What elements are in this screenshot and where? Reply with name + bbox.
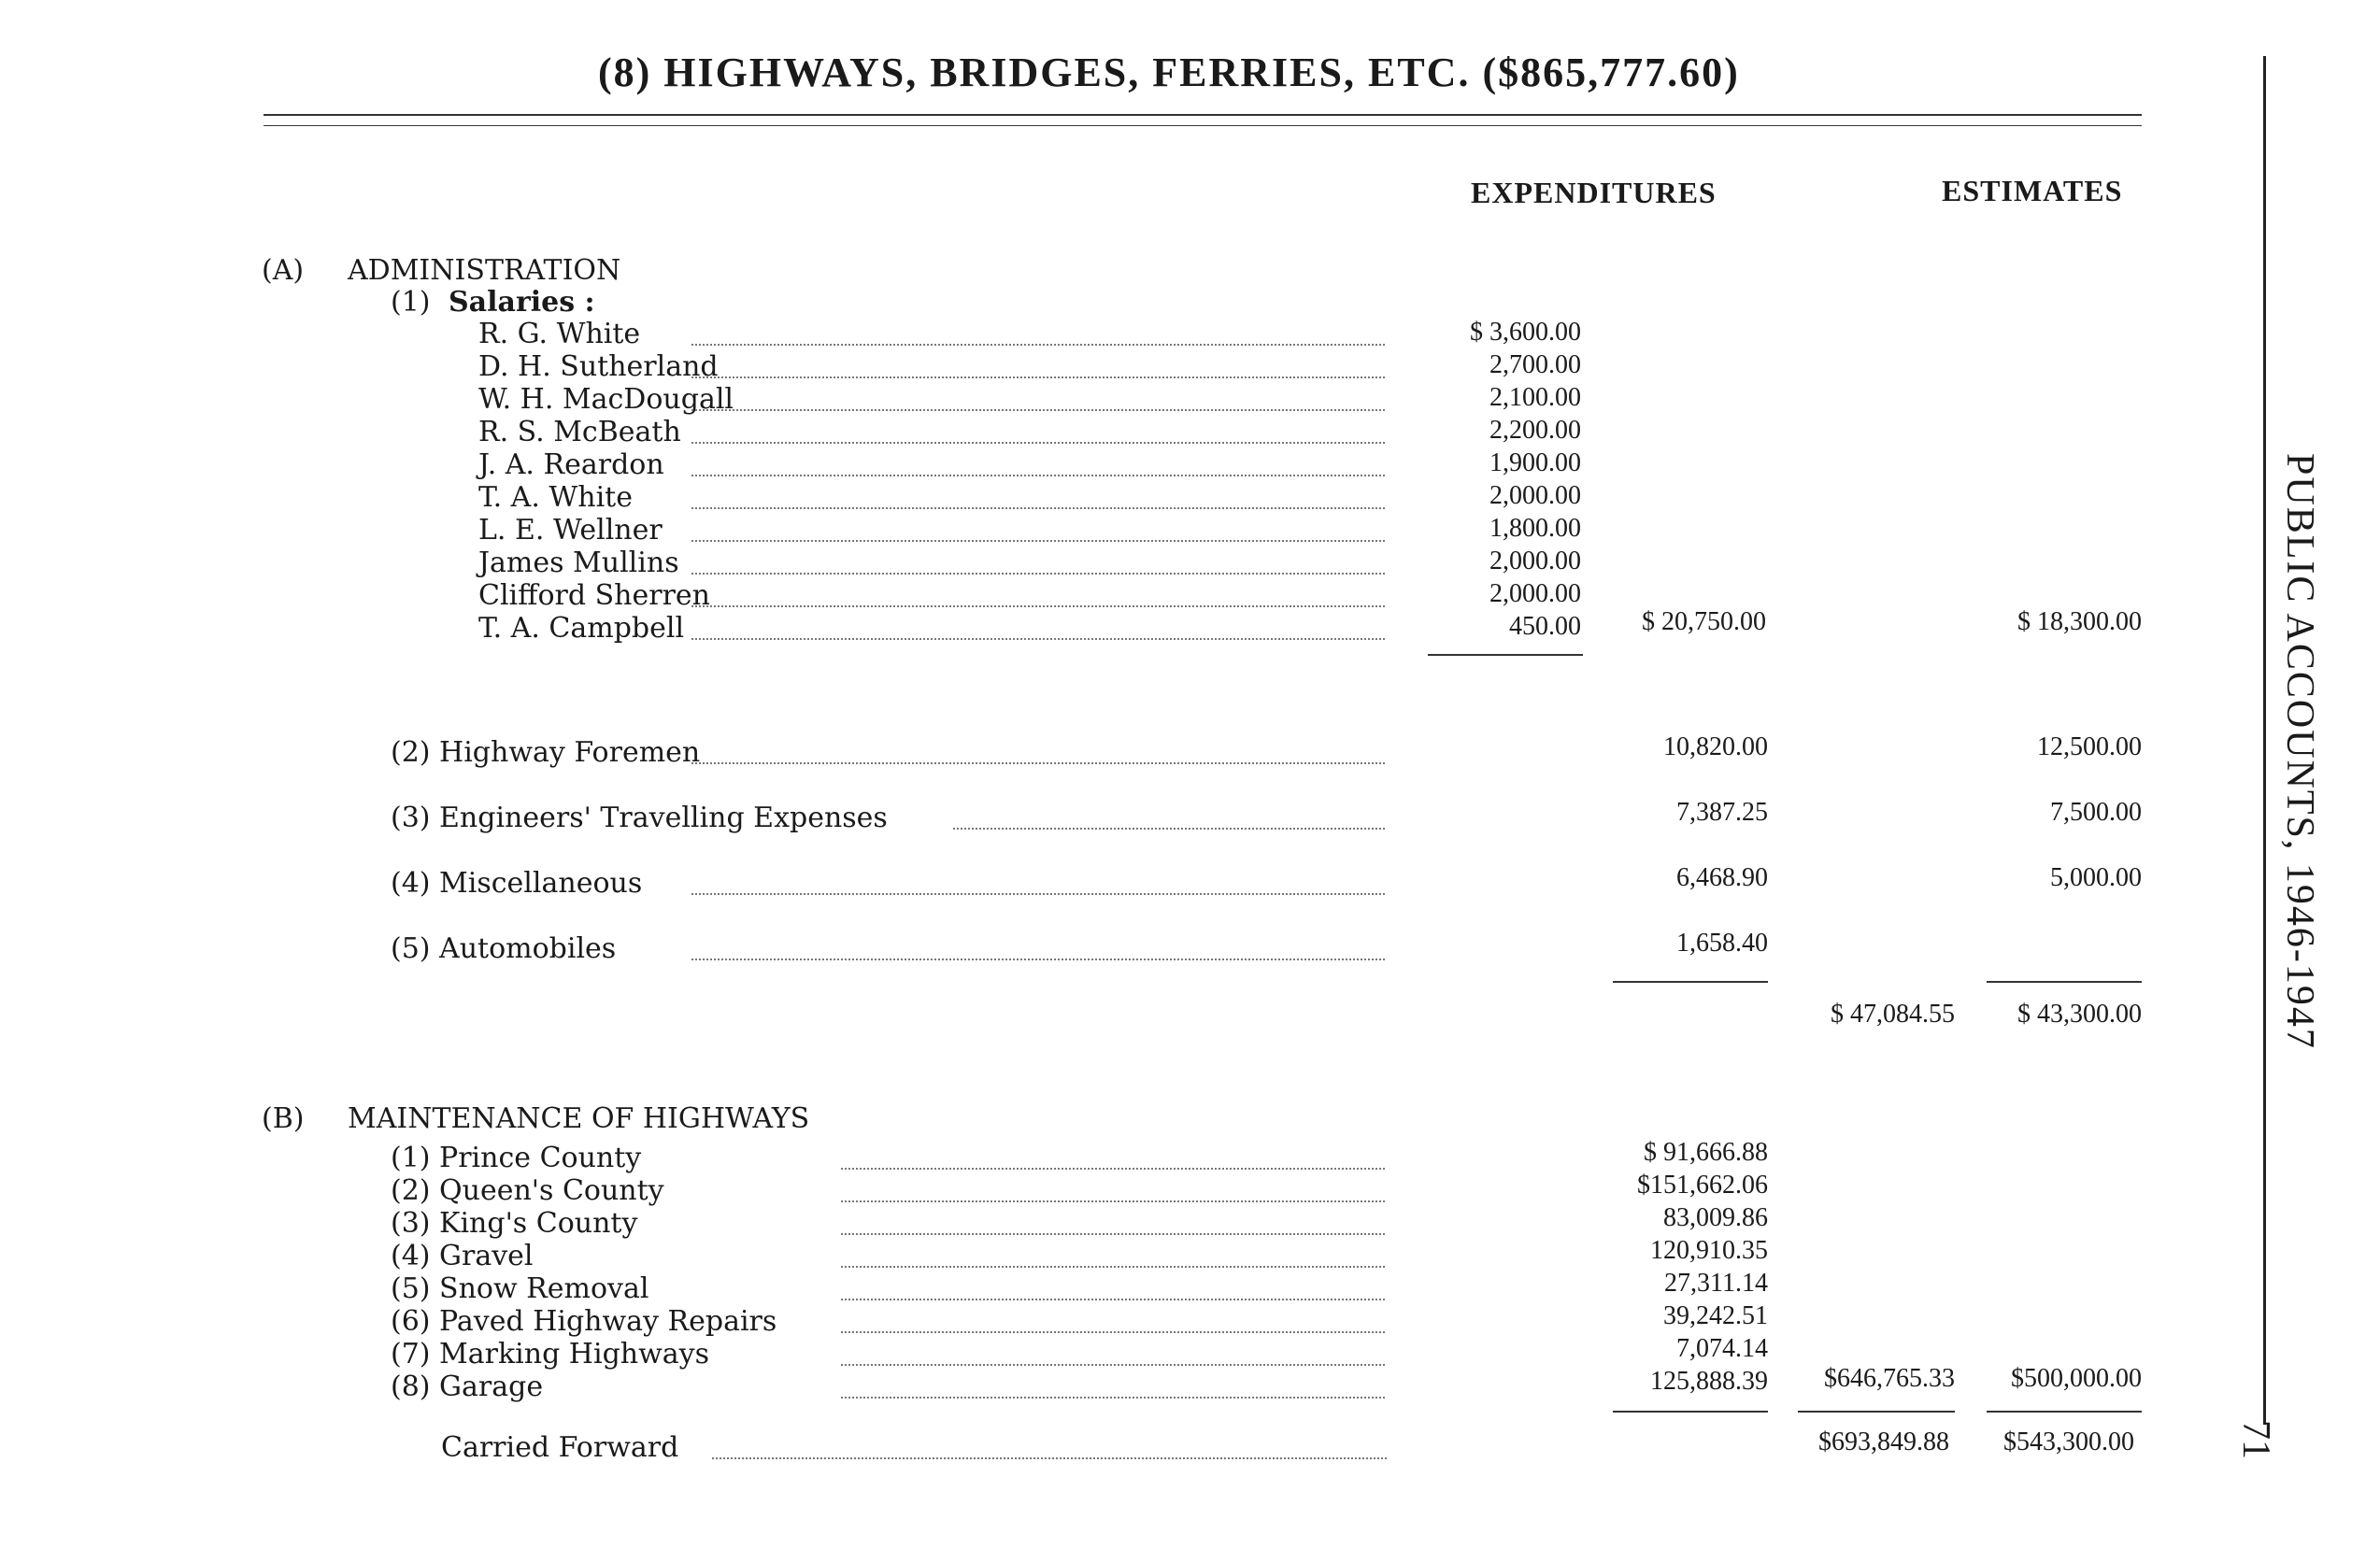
- salary-amount: 2,700.00: [1489, 350, 1581, 379]
- maintenance-item-label: (1) Prince County: [391, 1142, 642, 1174]
- maintenance-item-amount: $ 91,666.88: [1644, 1138, 1768, 1167]
- admin-item-leader: [953, 828, 1385, 830]
- maintenance-item-label: (7) Marking Highways: [391, 1338, 710, 1370]
- salary-leader: [691, 638, 1385, 640]
- section-b-total: $646,765.33: [1824, 1364, 1955, 1393]
- expenditures-header: EXPENDITURES: [1471, 176, 1717, 209]
- salary-name: L. E. Wellner: [478, 514, 663, 547]
- admin-item-leader: [691, 893, 1385, 895]
- carried-forward-label: Carried Forward: [441, 1431, 679, 1464]
- salary-name: Clifford Sherren: [478, 579, 710, 612]
- section-b-expenditure-underline: [1613, 1411, 1768, 1413]
- salary-amount: 2,000.00: [1489, 579, 1581, 608]
- carried-forward-amount: $693,849.88: [1818, 1427, 1949, 1456]
- salary-name: D. H. Sutherland: [478, 350, 719, 383]
- salaries-estimate: $ 18,300.00: [2017, 607, 2142, 636]
- salary-amount: 450.00: [1509, 612, 1581, 641]
- salary-amount: 2,000.00: [1489, 481, 1581, 510]
- admin-item-estimate: 7,500.00: [2050, 798, 2142, 827]
- admin-item-estimate: 12,500.00: [2037, 732, 2142, 761]
- section-a-total-estimate: $ 43,300.00: [2017, 1000, 2142, 1029]
- page-number: 71: [2234, 1420, 2277, 1459]
- section-b-title: MAINTENANCE OF HIGHWAYS: [348, 1102, 810, 1135]
- salary-amount: 2,100.00: [1489, 383, 1581, 412]
- maintenance-item-leader: [841, 1233, 1385, 1235]
- section-a-expenditure-underline: [1613, 981, 1768, 983]
- salary-amount: 2,000.00: [1489, 547, 1581, 575]
- salary-name: R. G. White: [478, 318, 641, 350]
- carried-forward-estimate: $543,300.00: [2003, 1427, 2134, 1456]
- maintenance-item-amount: 83,009.86: [1663, 1203, 1768, 1232]
- salary-leader: [691, 605, 1385, 607]
- carried-forward-leader: [712, 1457, 1387, 1459]
- salary-name: James Mullins: [478, 547, 679, 579]
- admin-item-amount: 6,468.90: [1676, 863, 1768, 892]
- admin-item-label: (2) Highway Foremen: [391, 736, 701, 769]
- maintenance-item-amount: 27,311.14: [1664, 1269, 1768, 1298]
- maintenance-item-leader: [841, 1364, 1385, 1366]
- salary-amount: 1,800.00: [1489, 514, 1581, 543]
- salary-leader: [691, 442, 1385, 444]
- section-a-title: ADMINISTRATION: [348, 254, 621, 287]
- margin-rule: [2263, 56, 2266, 1425]
- salary-amount: $ 3,600.00: [1470, 318, 1581, 347]
- admin-item-leader: [691, 959, 1385, 960]
- section-b-total-underline: [1798, 1411, 1955, 1413]
- admin-item-label: (5) Automobiles: [391, 932, 617, 965]
- section-b-estimate-underline: [1987, 1411, 2142, 1413]
- maintenance-item-leader: [841, 1299, 1385, 1300]
- title-rule-bottom: [264, 125, 2142, 126]
- maintenance-item-amount: 120,910.35: [1650, 1236, 1768, 1265]
- maintenance-item-label: (5) Snow Removal: [391, 1272, 649, 1305]
- admin-item-label: (4) Miscellaneous: [391, 867, 643, 900]
- section-a-estimate-underline: [1987, 981, 2142, 983]
- admin-item-amount: 10,820.00: [1663, 732, 1768, 761]
- maintenance-item-label: (6) Paved Highway Repairs: [391, 1305, 777, 1338]
- admin-item-label: (3) Engineers' Travelling Expenses: [391, 802, 888, 834]
- salary-leader: [691, 507, 1385, 509]
- maintenance-item-leader: [841, 1331, 1385, 1333]
- salary-amount: 1,900.00: [1489, 448, 1581, 477]
- maintenance-item-leader: [841, 1266, 1385, 1268]
- section-b-label: (B): [262, 1102, 305, 1135]
- salary-name: W. H. MacDougall: [478, 383, 734, 416]
- maintenance-item-label: (8) Garage: [391, 1370, 544, 1403]
- salary-leader: [691, 344, 1385, 346]
- side-title: PUBLIC ACCOUNTS, 1946-1947: [2278, 453, 2321, 1050]
- maintenance-item-leader: [841, 1200, 1385, 1202]
- maintenance-item-amount: 39,242.51: [1663, 1301, 1768, 1330]
- estimates-header: ESTIMATES: [1942, 174, 2123, 207]
- title-rule-top: [264, 114, 2142, 116]
- admin-item-amount: 7,387.25: [1676, 798, 1768, 827]
- maintenance-item-label: (3) King's County: [391, 1207, 638, 1240]
- salaries-underline: [1428, 654, 1583, 656]
- maintenance-item-leader: [841, 1168, 1385, 1170]
- salaries-label: (1): [391, 286, 431, 319]
- salary-name: J. A. Reardon: [478, 448, 664, 481]
- section-a-label: (A): [262, 254, 305, 287]
- salary-leader: [691, 409, 1385, 411]
- section-b-total-estimate: $500,000.00: [2011, 1364, 2142, 1393]
- salary-leader: [691, 540, 1385, 542]
- maintenance-item-label: (2) Queen's County: [391, 1174, 664, 1207]
- salary-leader: [691, 475, 1385, 476]
- maintenance-item-label: (4) Gravel: [391, 1240, 534, 1272]
- salaries-title: Salaries :: [449, 286, 595, 319]
- admin-item-leader: [691, 762, 1385, 764]
- page-title: (8) HIGHWAYS, BRIDGES, FERRIES, ETC. ($865,777.60): [598, 50, 1740, 95]
- admin-item-estimate: 5,000.00: [2050, 863, 2142, 892]
- salary-amount: 2,200.00: [1489, 416, 1581, 445]
- admin-item-amount: 1,658.40: [1676, 929, 1768, 958]
- maintenance-item-leader: [841, 1397, 1385, 1399]
- maintenance-item-amount: $151,662.06: [1637, 1171, 1768, 1200]
- salary-leader: [691, 573, 1385, 575]
- salary-leader: [691, 376, 1385, 378]
- section-a-total: $ 47,084.55: [1831, 1000, 1955, 1029]
- salaries-total: $ 20,750.00: [1642, 607, 1766, 636]
- salary-name: T. A. Campbell: [478, 612, 685, 645]
- maintenance-item-amount: 7,074.14: [1676, 1334, 1768, 1363]
- salary-name: R. S. McBeath: [478, 416, 681, 448]
- salary-name: T. A. White: [478, 481, 633, 514]
- maintenance-item-amount: 125,888.39: [1650, 1367, 1768, 1396]
